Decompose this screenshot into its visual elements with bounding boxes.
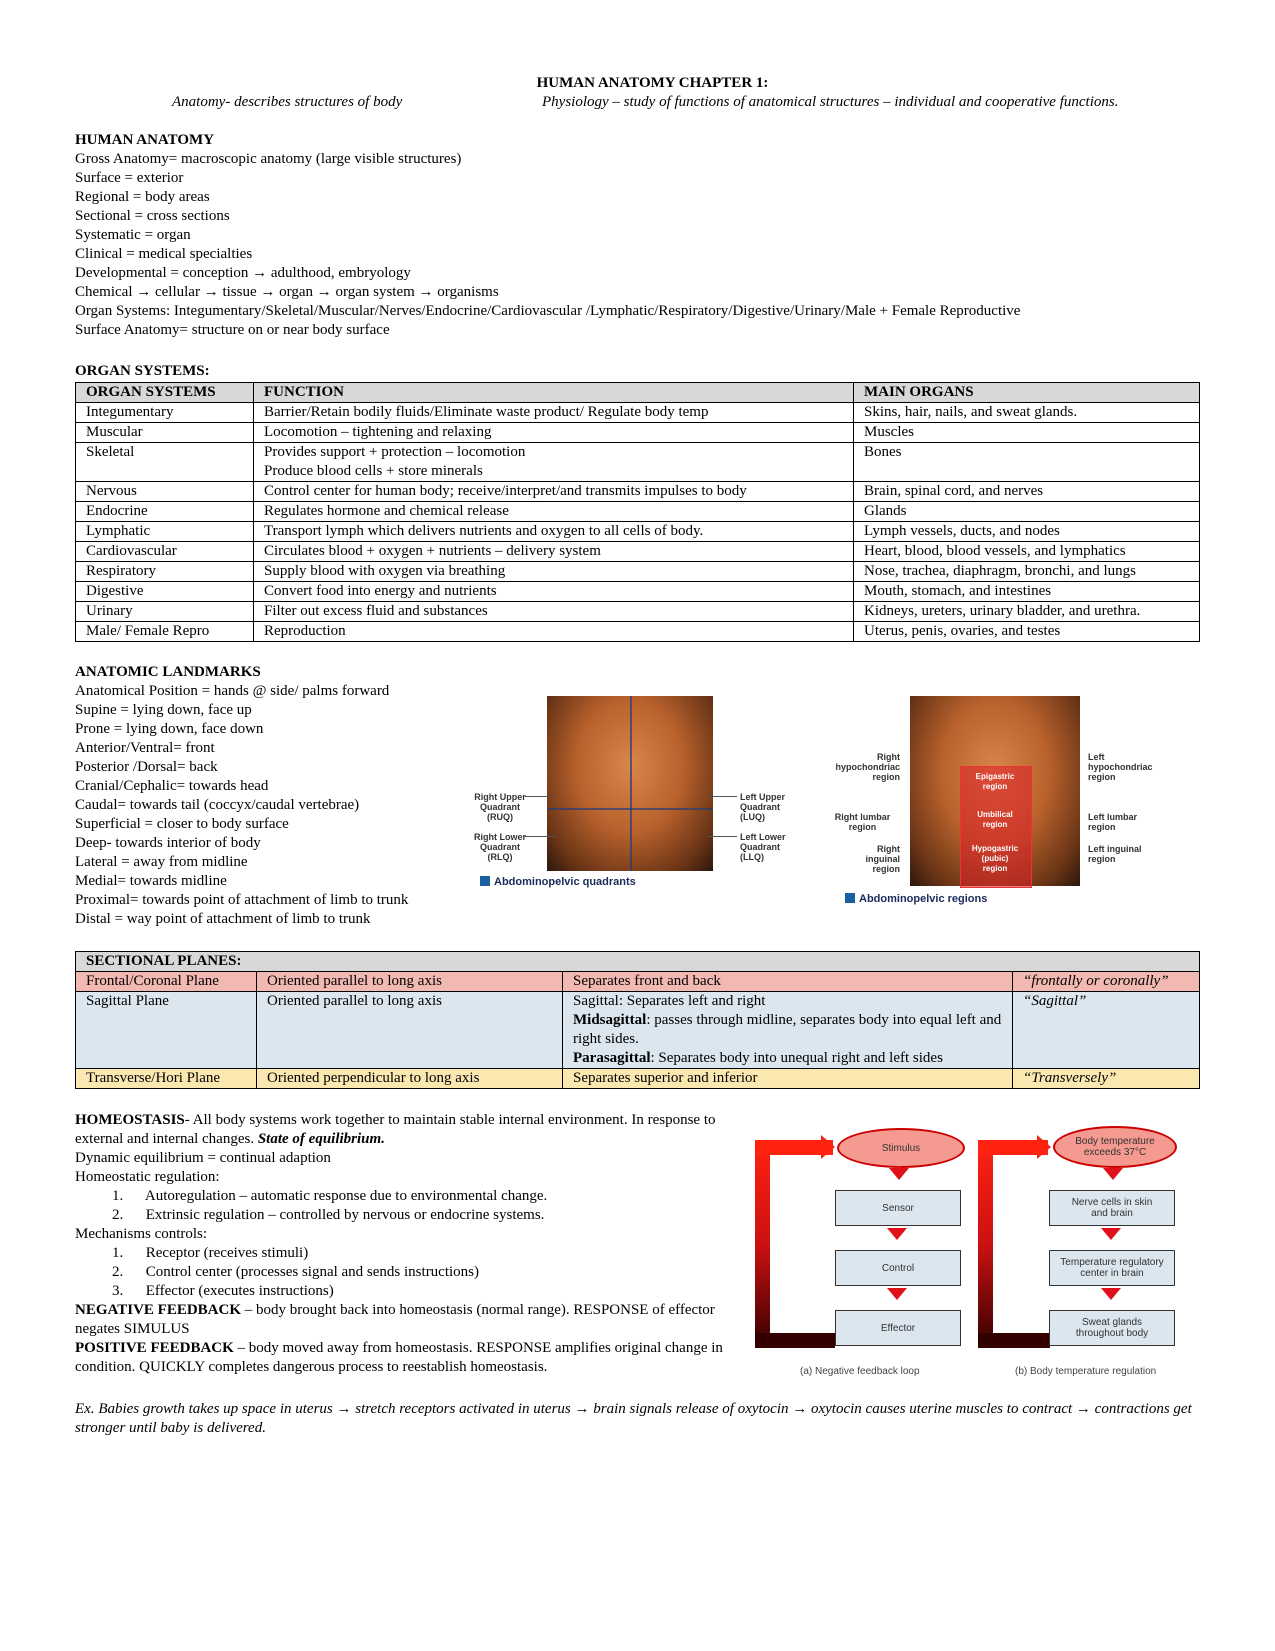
caption-text: Abdominopelvic regions [859,893,988,905]
term-midsagittal: Midsagittal [573,1012,647,1028]
sensor-box: Nerve cells in skin and brain [1049,1190,1175,1226]
list-item: Deep- towards interior of body [75,835,261,851]
table-row [76,522,1200,542]
leader-line [707,836,737,837]
list-item: 1. Autoregulation – automatic response due to environmental change. [112,1188,548,1204]
table-cell: Uterus, penis, ovaries, and testes [854,622,1200,642]
label-epigastric: Epigastric region [975,772,1015,791]
list-item: Prone = lying down, face down [75,721,264,737]
label-right-lumbar: Right lumbar region [834,812,891,832]
table-row [76,502,1200,522]
table-cell: Skins, hair, nails, and sweat glands. [854,403,1200,423]
loop-bar [978,1333,1050,1348]
table-cell [254,443,854,482]
list-item: Organ Systems: Integumentary/Skeletal/Muscular/Nerves/Endocrine/Cardiovascular /Lymphatic/Respiratory/Digestive/Urinary/Male + Female Reproductive [75,303,1021,319]
page-title: HUMAN ANATOMY CHAPTER 1: [536,75,769,91]
physiology-definition: Physiology – study of functions of anatomical structures – individual and cooperative functions. [542,94,1119,110]
cell-line: Produce blood cells + store minerals [264,463,483,479]
list-item: Caudal= towards tail (coccyx/caudal vertebrae) [75,797,360,813]
table-cell: Circulates blood + oxygen + nutrients – delivery system [254,542,854,562]
effector-box: Sweat glands throughout body [1049,1310,1175,1346]
term-parasagittal: Parasagittal [573,1050,651,1066]
list-item: Homeostatic regulation: [75,1169,220,1185]
list-item: Dynamic equilibrium = continual adaption [75,1150,331,1166]
table-cell: Regulates hormone and chemical release [254,502,854,522]
list-item: Medial= towards midline [75,873,227,889]
table-cell: Brain, spinal cord, and nerves [854,482,1200,502]
quadrant-horizontal-line [547,808,713,810]
table-row [76,602,1200,622]
table-cell: “Sagittal” [1013,992,1200,1069]
table-cell: Bones [854,443,1200,482]
table-cell: Mouth, stomach, and intestines [854,582,1200,602]
table-header-row [76,952,1200,972]
table-cell: Control center for human body; receive/interpret/and transmits impulses to body [254,482,854,502]
table-cell: Barrier/Retain bodily fluids/Eliminate waste product/ Regulate body temp [254,403,854,423]
table-cell: “Transversely” [1013,1069,1200,1089]
table-cell: Urinary [76,602,254,622]
label-umbilical: Umbilical region [977,810,1013,829]
table-cell: Oriented parallel to long axis [257,992,563,1069]
table-header-row [76,383,1200,403]
figure-caption: (b) Body temperature regulation [1015,1366,1157,1377]
human-anatomy-list [75,150,1020,340]
arrow-shaft [896,1166,902,1174]
label-left-inguinal: Left inguinal region [1088,844,1142,864]
negative-feedback-text: – body brought back into homeostasis (normal range). RESPONSE of effector negates SIMULUS [75,1302,715,1337]
list-item: Cranial/Cephalic= towards head [75,778,269,794]
list-item: Distal = way point of attachment of limb to trunk [75,911,371,927]
table-row [76,403,1200,423]
table-cell: Cardiovascular [76,542,254,562]
table-cell: Glands [854,502,1200,522]
list-item: Systematic = organ [75,227,191,243]
list-item: Sectional = cross sections [75,208,230,224]
table-cell: Oriented parallel to long axis [257,972,563,992]
table-cell: Transport lymph which delivers nutrients and oxygen to all cells of body. [254,522,854,542]
table-cell: Endocrine [76,502,254,522]
term-homeostasis: HOMEOSTASIS [75,1112,185,1128]
label-hypogastric: Hypogastric (pubic) region [971,844,1019,873]
figure-marker-icon [845,893,855,903]
label-luq: Left Upper Quadrant (LUQ) [740,792,785,822]
table-cell [563,992,1013,1069]
anatomy-definition: Anatomy- describes structures of body [172,94,403,110]
term-negative-feedback: NEGATIVE FEEDBACK [75,1302,241,1318]
list-item: Surface Anatomy= structure on or near body surface [75,322,390,338]
list-item: Regional = body areas [75,189,210,205]
abdominopelvic-regions-figure [820,696,1190,911]
leader-line [707,796,737,797]
table-cell: Separates front and back [563,972,1013,992]
table-cell: Nose, trachea, diaphragm, bronchi, and lungs [854,562,1200,582]
organ-systems-table [75,382,1200,642]
loop-bar [755,1140,770,1348]
label-left-lumbar: Left lumbar region [1088,812,1138,832]
label-left-hypochondriac: Left hypochondriac region [1088,752,1153,782]
arrow-down-icon [1103,1168,1123,1180]
table-cell: Sagittal Plane [76,992,257,1069]
table-row [76,443,1200,482]
table-row [76,482,1200,502]
list-item: 3. Effector (executes instructions) [112,1283,334,1299]
table-cell: Respiratory [76,562,254,582]
homeostasis-paragraph [75,1111,735,1149]
list-item: 2. Extrinsic regulation – controlled by nervous or endocrine systems. [112,1207,545,1223]
parasagittal-text: : Separates body into unequal right and left sides [650,1050,943,1066]
section-heading-organ-systems: ORGAN SYSTEMS: [75,363,210,379]
list-item: Superficial = closer to body surface [75,816,289,832]
homeostasis-section [75,1111,735,1377]
list-item: Surface = exterior [75,170,184,186]
list-item: Developmental = conception → adulthood, embryology [75,265,411,281]
table-cell: Heart, blood, blood vessels, and lymphatics [854,542,1200,562]
arrow-right-icon [821,1135,835,1159]
arrow-down-icon [887,1228,907,1240]
table-cell: Muscular [76,423,254,443]
label-right-inguinal: Right inguinal region [865,844,900,874]
table-cell: Reproduction [254,622,854,642]
label-ruq: Right Upper Quadrant (RUQ) [474,792,526,822]
table-cell: Male/ Female Repro [76,622,254,642]
table-cell: Oriented perpendicular to long axis [257,1069,563,1089]
cell-line: Provides support + protection – locomotion [264,444,526,460]
table-cell: Convert food into energy and nutrients [254,582,854,602]
section-heading-human-anatomy: HUMAN ANATOMY [75,132,215,148]
table-row [76,423,1200,443]
arrow-down-icon [1101,1288,1121,1300]
quadrant-vertical-line [630,696,632,871]
figure-caption: (a) Negative feedback loop [800,1366,920,1377]
table-cell: Digestive [76,582,254,602]
table-cell: Transverse/Hori Plane [76,1069,257,1089]
table-cell: Muscles [854,423,1200,443]
caption-text: Abdominopelvic quadrants [494,876,636,888]
list-item: Anatomical Position = hands @ side/ palms forward [75,683,390,699]
table-cell: Supply blood with oxygen via breathing [254,562,854,582]
stimulus-oval: Body temperature exceeds 37°C [1053,1126,1177,1168]
abdominopelvic-quadrants-figure [470,696,800,896]
label-right-hypochondriac: Right hypochondriac region [835,752,900,782]
table-cell: Integumentary [76,403,254,423]
table-cell: Filter out excess fluid and substances [254,602,854,622]
figure-caption [480,876,636,888]
midsagittal-text: : passes through midline, separates body into equal left and right sides. [573,1012,1002,1047]
loop-bar [755,1333,835,1348]
cell-line [573,1049,1002,1068]
label-rlq: Right Lower Quadrant (RLQ) [474,832,526,862]
control-box: Control [835,1250,961,1286]
arrow-right-icon [1037,1135,1051,1159]
list-item: Anterior/Ventral= front [75,740,215,756]
list-item: Proximal= towards point of attachment of limb to trunk [75,892,409,908]
table-cell: Lymphatic [76,522,254,542]
table-row [76,972,1200,992]
table-cell: Skeletal [76,443,254,482]
arrow-down-icon [1101,1228,1121,1240]
list-item: Gross Anatomy= macroscopic anatomy (large visible structures) [75,151,462,167]
list-item: Posterior /Dorsal= back [75,759,218,775]
sensor-box: Sensor [835,1190,961,1226]
table-row [76,1069,1200,1089]
term-state-of-equilibrium: State of equilibrium. [257,1131,385,1147]
negative-feedback-paragraph [75,1301,735,1339]
example-paragraph: Ex. Babies growth takes up space in uterus → stretch receptors activated in uterus → brain signals release of oxytocin → oxytocin causes uterine muscles to contract → contractions get stronger until baby is delivered. [75,1401,1192,1436]
stimulus-oval: Stimulus [837,1128,965,1168]
positive-feedback-paragraph [75,1339,735,1377]
positive-feedback-text: – body moved away from homeostasis. RESPONSE amplifies original change in condition. QUICKLY completes dangerous process to reestablish homeostasis. [75,1340,723,1375]
list-item: Mechanisms controls: [75,1226,208,1242]
list-item: 2. Control center (processes signal and sends instructions) [112,1264,480,1280]
table-cell: Lymph vessels, ducts, and nodes [854,522,1200,542]
section-heading-sectional: SECTIONAL PLANES: [76,952,1200,972]
table-row [76,582,1200,602]
table-cell: Kidneys, ureters, urinary bladder, and urethra. [854,602,1200,622]
cell-line: Sagittal: Separates left and right [573,993,766,1009]
table-row [76,542,1200,562]
term-positive-feedback: POSITIVE FEEDBACK [75,1340,234,1356]
figure-marker-icon [480,876,490,886]
list-item: Lateral = away from midline [75,854,248,870]
table-cell: Locomotion – tightening and relaxing [254,423,854,443]
column-header: ORGAN SYSTEMS [76,383,254,403]
table-row [76,622,1200,642]
list-item: 1. Receptor (receives stimuli) [112,1245,309,1261]
table-cell: Frontal/Coronal Plane [76,972,257,992]
figure-caption [845,893,987,905]
homeostasis-text: - All body systems work together to maintain stable internal environment. In response to external and internal changes. [75,1112,716,1147]
list-item: Chemical → cellular → tissue → organ → organ system → organisms [75,284,499,300]
control-box: Temperature regulatory center in brain [1049,1250,1175,1286]
feedback-loop-figure [755,1122,1195,1384]
sectional-planes-table [75,951,1200,1089]
table-row [76,562,1200,582]
section-heading-landmarks: ANATOMIC LANDMARKS [75,664,261,680]
loop-bar [978,1140,993,1348]
table-cell: Separates superior and inferior [563,1069,1013,1089]
table-cell: Nervous [76,482,254,502]
column-header: FUNCTION [254,383,854,403]
effector-box: Effector [835,1310,961,1346]
table-row [76,992,1200,1069]
column-header: MAIN ORGANS [854,383,1200,403]
list-item: Clinical = medical specialties [75,246,253,262]
cell-line [573,1011,1002,1049]
list-item: Supine = lying down, face up [75,702,252,718]
label-llq: Left Lower Quadrant (LLQ) [740,832,786,862]
landmarks-list [75,682,408,929]
table-cell: “frontally or coronally” [1013,972,1200,992]
arrow-down-icon [887,1288,907,1300]
